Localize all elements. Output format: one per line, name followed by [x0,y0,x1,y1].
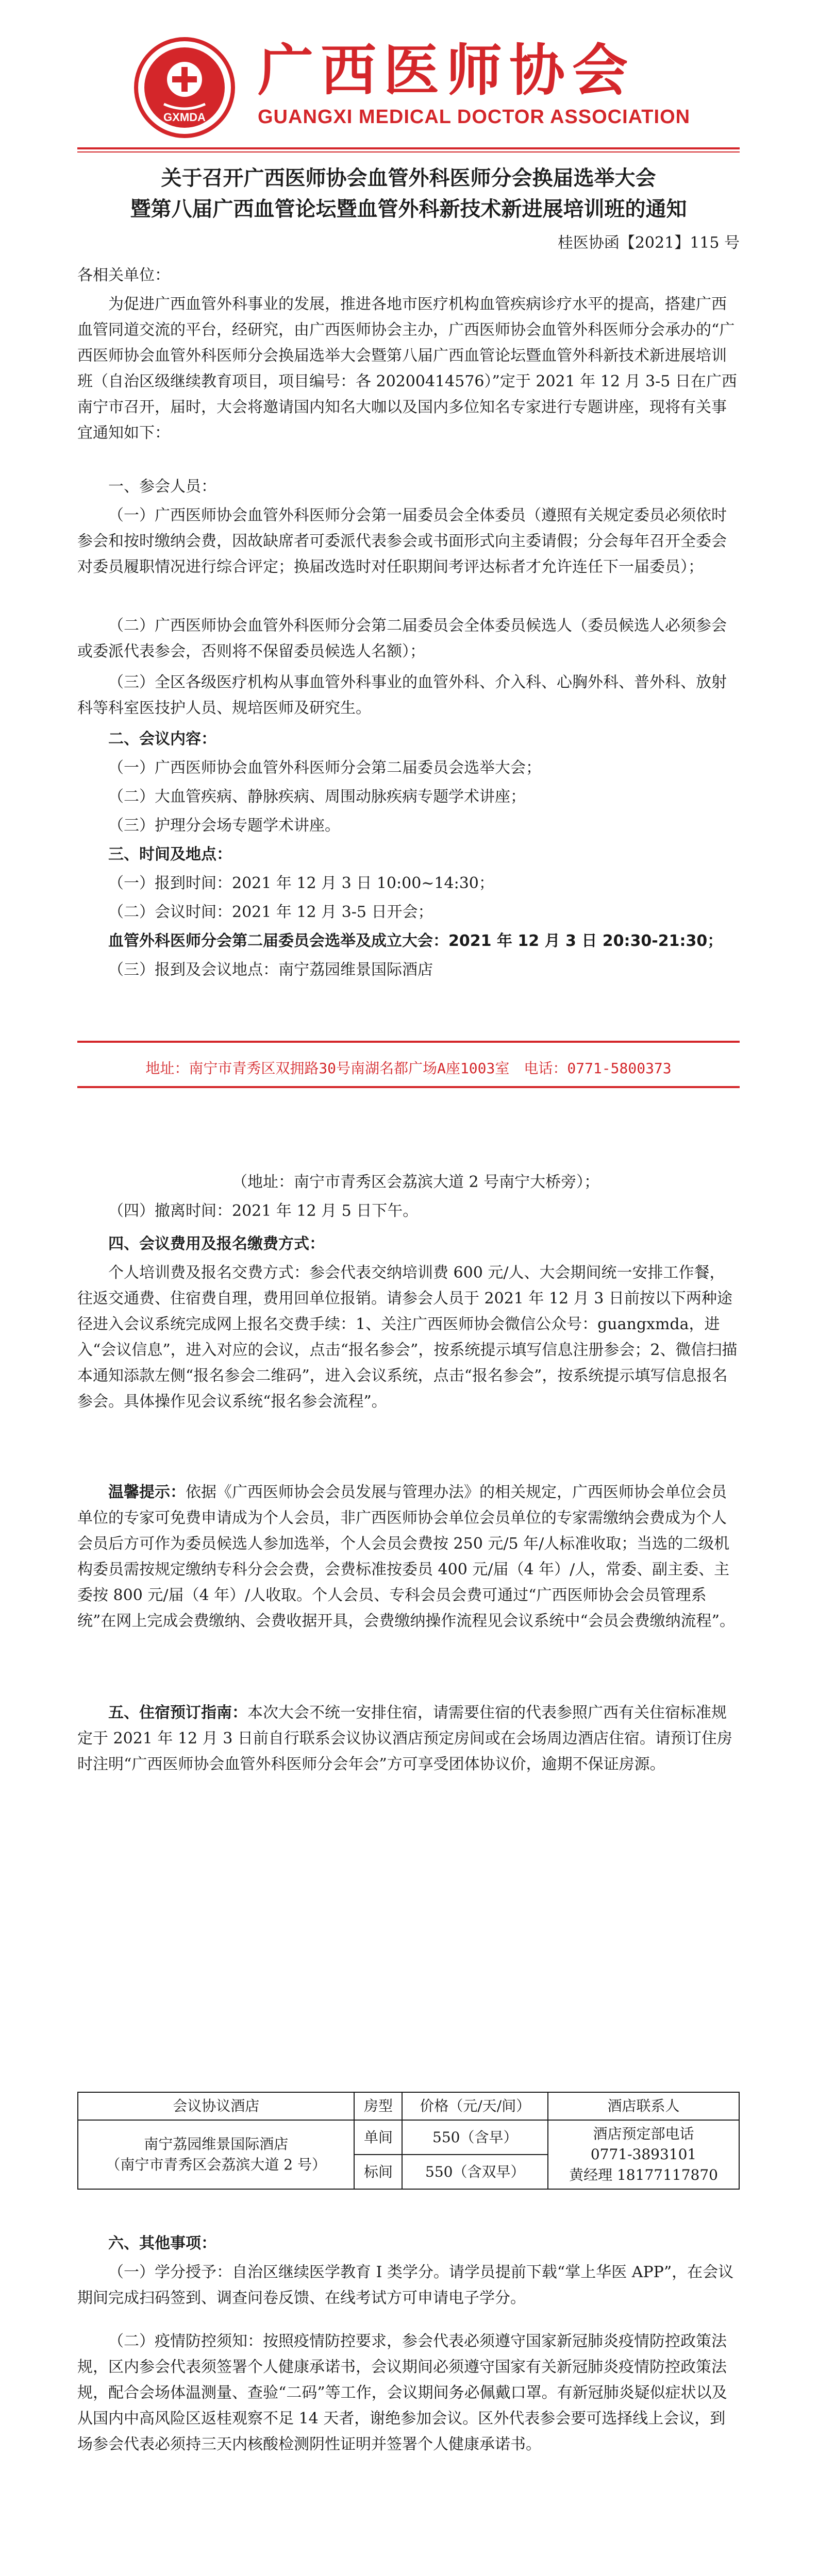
section-5-title: 五、住宿预订指南： [108,1704,247,1722]
hotel-address: （南宁市青秀区会荔滨大道 2 号） [106,2156,327,2173]
hotel-name: 南宁荔园维景国际酒店 [144,2136,289,2153]
section-3-item-3: （三）报到及会议地点：南宁荔园维景国际酒店 [108,961,433,979]
table-header-room: 房型 [354,2092,402,2120]
logo-text: GXMDA [163,111,206,124]
footer-rule-bottom [77,1086,740,1088]
association-logo [133,36,236,139]
section-6-item-2: （二）疫情防控须知：按照疫情防控要求，参会代表必须遵守国家新冠肺炎疫情防控政策法规，区内参会代表须签署个人健康承诺书，会议期间必须遵守国家有关新冠肺炎疫情防控政策法规，配合会场体温测量、查验“二码”等工作，会议期间务必佩戴口罩。有新冠肺炎疑似症状以及从国内中高风险区返桂观察不足 14 天者，谢绝参加会议。区外代表参会要可选择线上会议，到场参会代表必须持三天内核酸检测阴性证明并签署个人健康承诺书。 [77,2332,727,2453]
footer-rule-top [77,1041,740,1043]
section-1-item-2: （二）广西医师协会血管外科医师分会第二届委员会全体委员候选人（委员候选人必须参会或委派代表参会，否则将不保留委员候选人名额）； [77,617,727,660]
section-1-item-3: （三）全区各级医疗机构从事血管外科事业的血管外科、介入科、心胸外科、普外科、放射科等科室医技护人员、规培医师及研究生。 [77,673,727,717]
section-3-title: 三、时间及地点： [108,845,232,863]
hotel-table [77,2092,740,2190]
contact-line-3: 黄经理 18177117870 [569,2166,718,2183]
section-6-title: 六、其他事项： [108,2234,216,2252]
section-1-title: 一、参会人员： [108,478,216,496]
section-4-title: 四、会议费用及报名缴费方式： [108,1235,325,1253]
table-cell-room: 单间 [354,2120,402,2155]
table-cell-price: 550（含双早） [402,2155,548,2189]
table-header-contact: 酒店联系人 [548,2092,739,2120]
contact-line-2: 0771-3893101 [590,2146,697,2163]
section-3-item-1: （一）报到时间：2021 年 12 月 3 日 10:00~14:30； [108,874,494,892]
table-row [78,2120,739,2155]
table-cell-room: 标间 [354,2155,402,2189]
venue-address: （地址：南宁市青秀区会荔滨大道 2 号南宁大桥旁）； [232,1173,600,1191]
section-2-item-1: （一）广西医师协会血管外科医师分会第二届委员会选举大会； [108,759,541,777]
logo-emblem-icon [133,36,236,139]
election-meeting-time: 血管外科医师分会第二届委员会选举及成立大会：2021 年 12 月 3 日 20:30-21:30； [108,932,723,950]
section-5-paragraph [77,1700,740,1777]
header-rule-thin [77,151,740,152]
table-header-price: 价格（元/天/间） [402,2092,548,2120]
association-name-en: GUANGXI MEDICAL DOCTOR ASSOCIATION [258,106,691,128]
contact-line-1: 酒店预定部电话 [593,2125,694,2142]
section-5-body: 本次大会不统一安排住宿，请需要住宿的代表参照广西有关住宿标准规定于 2021 年 12 月 3 日前自行联系会议协议酒店预定房间或在会场周边酒店住宿。请预订住房时注明“广西医师协会血管外科医师分会年会”方可享受团体协议价，逾期不保证房源。 [77,1704,732,1773]
footer-phone: 电话：0771-5800373 [524,1060,672,1077]
salutation: 各相关单位： [77,266,170,284]
section-2-item-2: （二）大血管疾病、静脉疾病、周围动脉疾病专题学术讲座； [108,788,526,806]
header-rule [77,147,740,149]
table-cell-contact [548,2120,739,2189]
tip-body: 依据《广西医师协会会员发展与管理办法》的相关规定，广西医师协会单位会员单位的专家可免费申请成为个人会员，非广西医师协会单位会员单位的专家需缴纳会费成为个人会员后方可作为委员候选人参加选举，个人会员会费按 250 元/5 年/人标准收取；当选的二级机构委员需按规定缴纳专科分会会费，会费标准按委员 400 元/届（4 年）/人，常委、副主委、主委按 800 元/届（4 年）/人收取。个人会员、专科会员会费可通过“广西医师协会会员管理系统”在网上完成会费缴纳、会费收据开具，会费缴纳操作流程见会议系统中“会员会费缴纳流程”。 [77,1483,736,1630]
table-header-row [78,2092,739,2120]
section-3-item-2: （二）会议时间：2021 年 12 月 3-5 日开会； [108,903,433,921]
intro-paragraph: 为促进广西血管外科事业的发展，推进各地市医疗机构血管疾病诊疗水平的提高，搭建广西血管同道交流的平台，经研究，由广西医师协会主办，广西医师协会血管外科医师分会承办的“广西医师协会血管外科医师分会换届选举大会暨第八届广西血管论坛暨血管外科新技术新进展培训班（自治区级继续教育项目，项目编号：各 20200414576）”定于 2021 年 12 月 3-5 日在广西南宁市召开，届时，大会将邀请国内知名大咖以及国内多位知名专家进行专题讲座，现将有关事宜通知如下： [77,295,737,442]
association-name-cn: 广西医师协会 [258,39,636,103]
tip-heading: 温馨提示： [108,1483,186,1501]
table-header-hotel: 会议协议酒店 [78,2092,354,2120]
section-4-tip-paragraph [77,1480,740,1634]
footer-contact [77,1057,740,1078]
footer-address: 地址：南宁市青秀区双拥路30号南湖名都广场A座1003室 [145,1060,510,1077]
section-3-item-4: （四）撤离时间：2021 年 12 月 5 日下午。 [108,1202,419,1220]
notice-title-line1: 关于召开广西医师协会血管外科医师分会换届选举大会 [161,166,656,190]
section-1-item-1: （一）广西医师协会血管外科医师分会第一届委员会全体委员（遵照有关规定委员必须依时参会和按时缴纳会费，因故缺席者可委派代表参会或书面形式向主委请假；分会每年召开全委会对委员履职情况进行综合评定；换届改选时对任职期间考评达标者才允许连任下一届委员）； [77,506,727,576]
section-2-item-3: （三）护理分会场专题学术讲座。 [108,817,340,835]
table-cell-price: 550（含早） [402,2120,548,2155]
notice-title-line2: 暨第八届广西血管论坛暨血管外科新技术新进展培训班的通知 [130,197,687,221]
section-6-item-1: （一）学分授予：自治区继续医学教育 I 类学分。请学员提前下载“掌上华医 APP”，在会议期间完成扫码签到、调查问卷反馈、在线考试方可申请电子学分。 [77,2263,734,2307]
document-number: 桂医协函【2021】115 号 [557,234,740,252]
table-cell-hotel [78,2120,354,2189]
section-4-fee-paragraph: 个人培训费及报名交费方式：参会代表交纳培训费 600 元/人、大会期间统一安排工作餐，往返交通费、住宿费自理，费用回单位报销。请参会人员于 2021 年 12 月 3 日前按以下两种途径进入会议系统完成网上报名交费手续：1、关注广西医师协会微信公众号：guangxmda，进入“会议信息”，进入对应的会议，点击“报名参会”，按系统提示填写信息注册参会；2、微信扫描本通知添款左侧“报名参会二维码”，进入会议系统，点击“报名参会”，按系统提示填写信息报名参会。具体操作见会议系统“报名参会流程”。 [77,1264,738,1411]
section-2-title: 二、会议内容： [108,730,216,748]
